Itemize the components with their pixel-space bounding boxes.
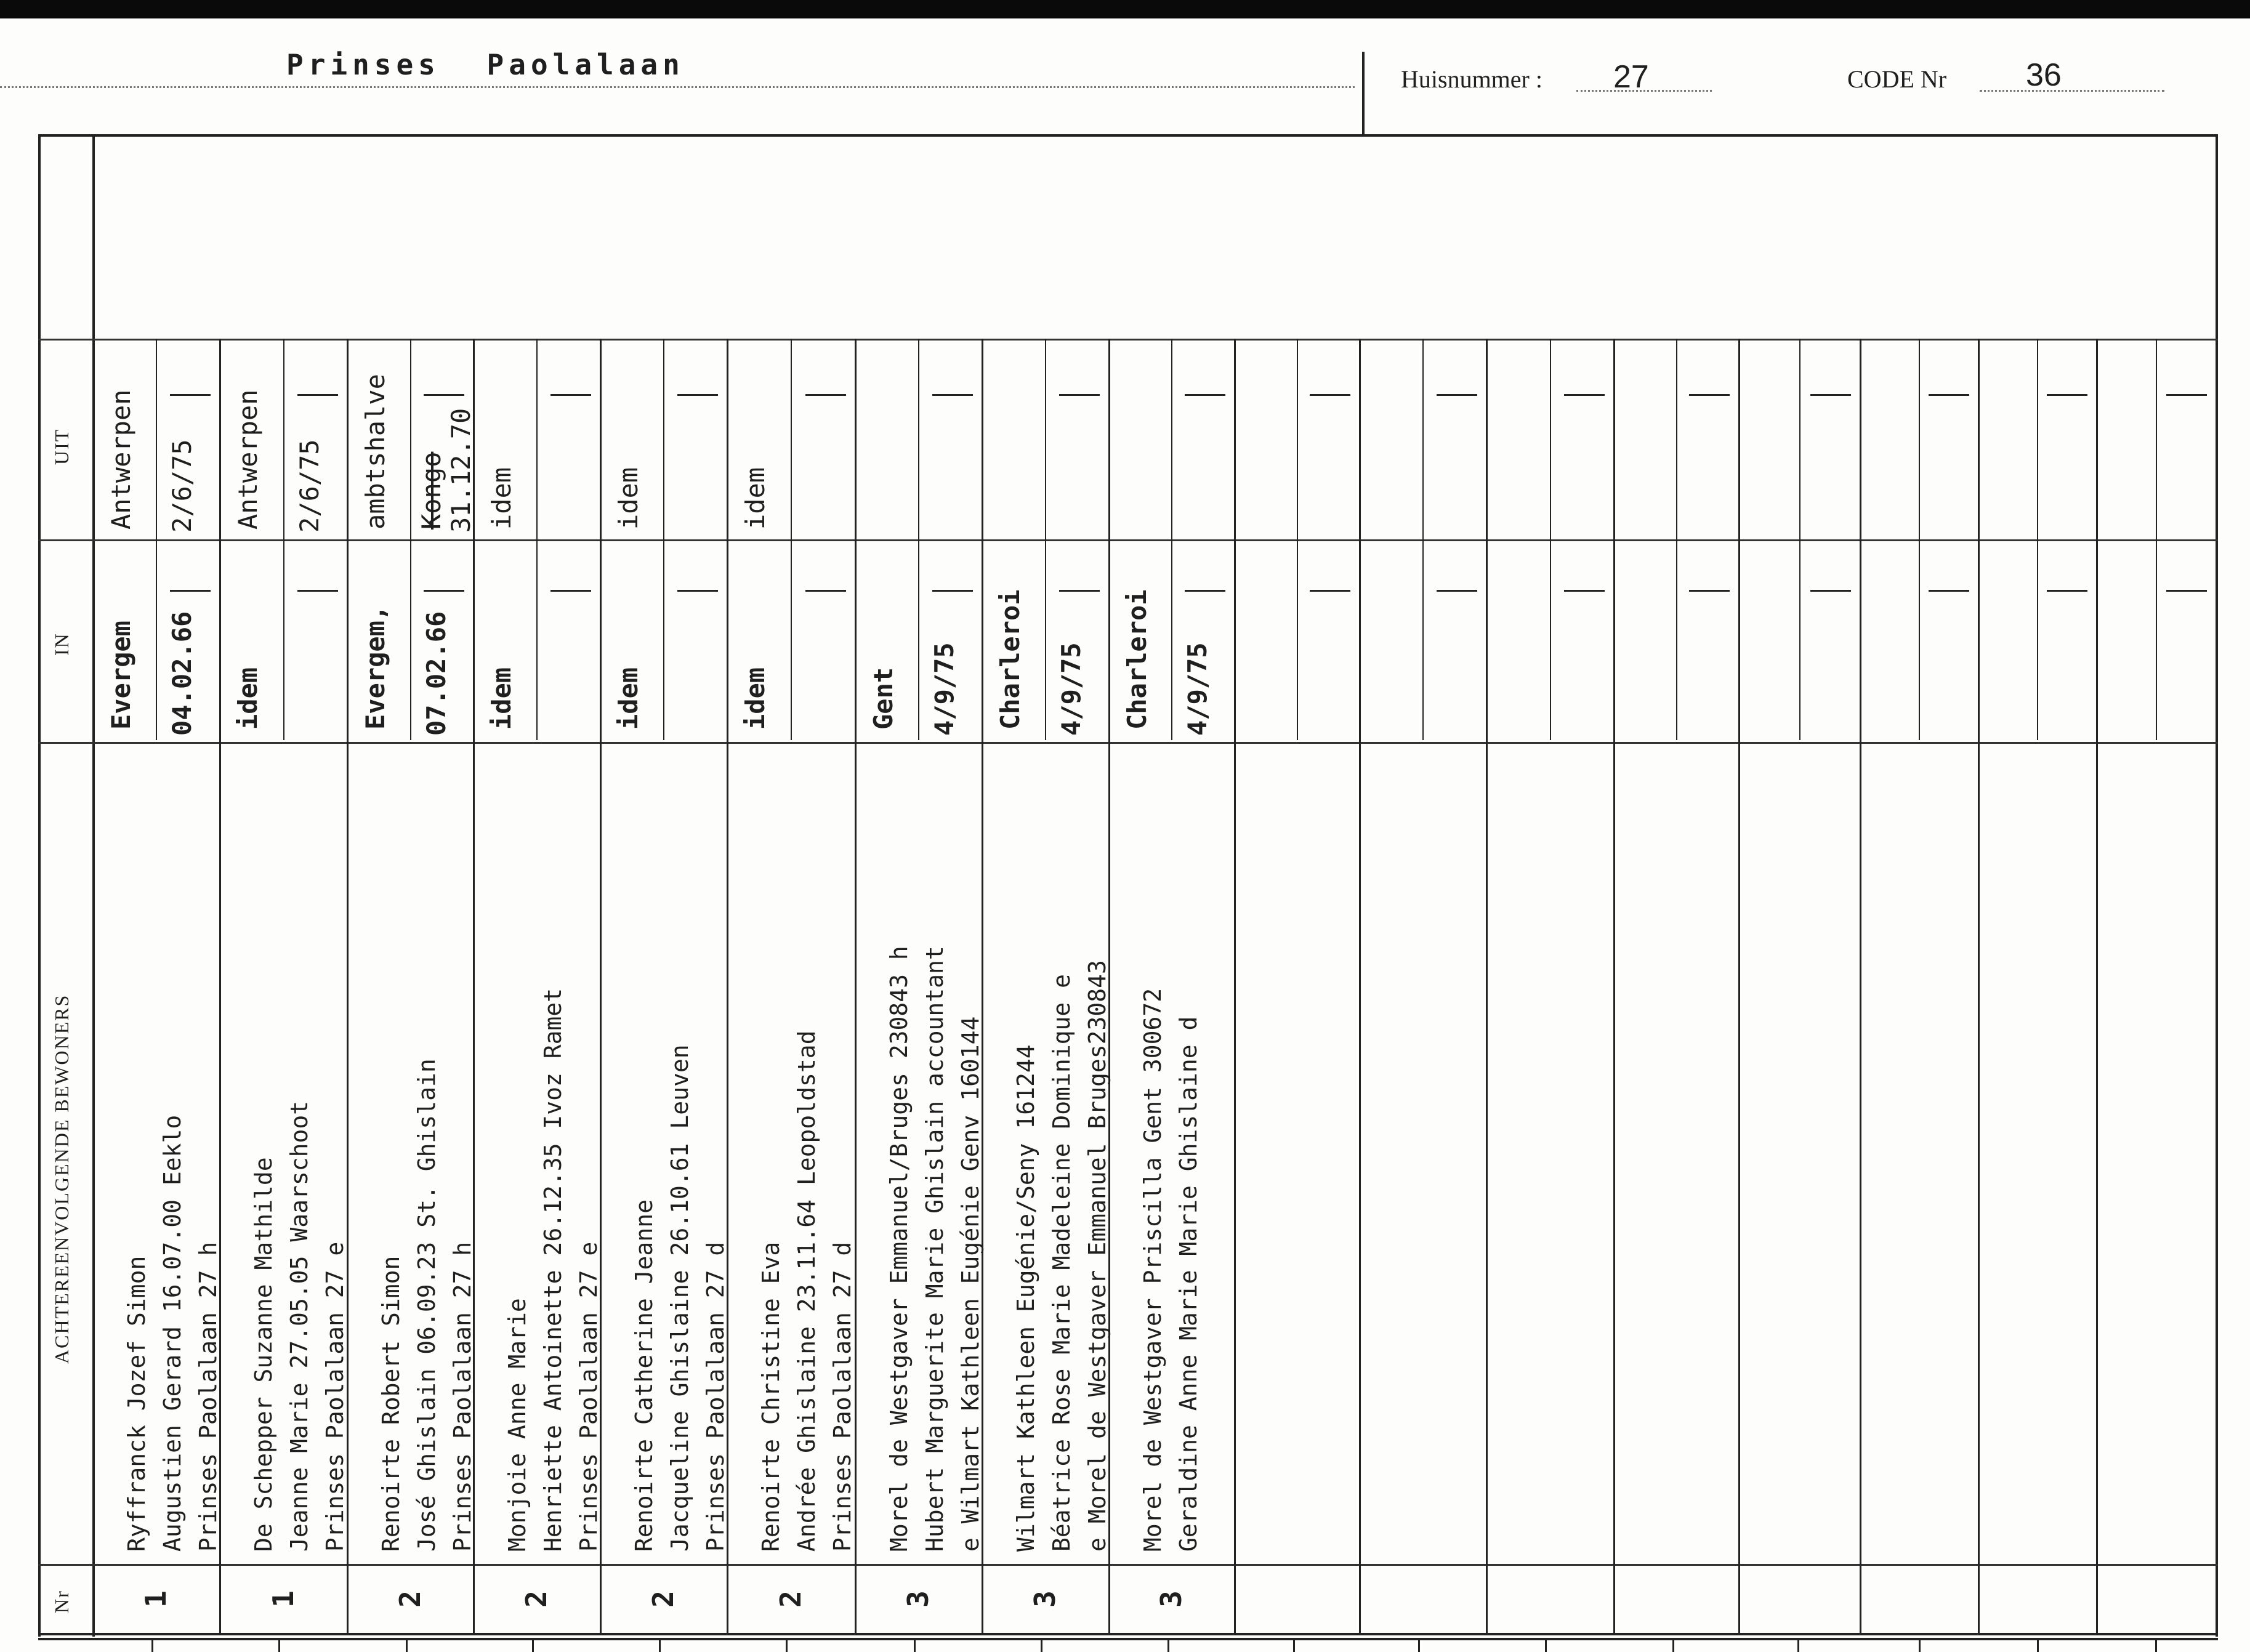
bottom-tick — [406, 1639, 408, 1652]
code-label: CODE Nr — [1847, 65, 1947, 93]
sub-column-divider — [918, 539, 919, 740]
blank-dash — [1059, 394, 1100, 396]
sub-column-divider — [536, 539, 538, 740]
entry-number: 3 — [1154, 1590, 1188, 1608]
sub-column-divider — [283, 539, 284, 740]
in-place: Charleroi — [1122, 589, 1152, 730]
sub-column-divider — [1045, 339, 1046, 539]
blank-dash — [2047, 590, 2087, 592]
bottom-tick — [1797, 1639, 1799, 1652]
sub-column-divider — [1297, 539, 1298, 740]
resident-line: Andrée Ghislaine 23.11.64 Leopoldstad — [793, 1030, 820, 1552]
resident-line: Prinses Paolalaan 27 e — [321, 1241, 349, 1552]
in-place: Gent — [868, 667, 898, 730]
blank-dash — [1564, 590, 1605, 592]
blank-dash — [424, 394, 464, 396]
blank-dash — [424, 590, 464, 592]
street-name: Prinses Paolalaan — [286, 48, 685, 81]
in-header: IN — [50, 632, 73, 656]
sub-column-divider — [791, 539, 792, 740]
blank-dash — [2166, 394, 2207, 396]
resident-line: Monjoie Anne Marie — [504, 1298, 531, 1552]
resident-line: Renoirte Robert Simon — [377, 1255, 405, 1552]
in-place: idem — [486, 667, 517, 730]
sub-column-divider — [1919, 339, 1920, 539]
sub-column-divider — [2156, 339, 2157, 539]
bottom-tick — [1919, 1639, 1921, 1652]
blank-dash — [1185, 590, 1225, 592]
sub-column-divider — [156, 339, 157, 539]
blank-dash — [1564, 394, 1605, 396]
blank-dash — [1810, 590, 1851, 592]
bottom-tick — [1041, 1639, 1042, 1652]
sub-column-divider — [283, 339, 284, 539]
sub-column-divider — [791, 339, 792, 539]
in-place: idem — [740, 667, 770, 730]
residents-row-top — [38, 742, 2218, 744]
uit-place: idem — [486, 467, 517, 530]
sub-column-divider — [156, 539, 157, 740]
blank-dash — [2047, 394, 2087, 396]
column-divider — [1860, 339, 1861, 1633]
blank-dash — [1437, 590, 1477, 592]
bottom-tick — [1167, 1639, 1169, 1652]
resident-line: Augustien Gerard 16.07.00 Eeklo — [159, 1114, 186, 1552]
in-place: Evergem — [106, 620, 136, 730]
resident-line: Geraldine Anne Marie Marie Ghislaine d — [1175, 1016, 1202, 1552]
column-divider — [1738, 339, 1740, 1633]
resident-line: Hubert Marguerite Marie Ghislain accountant — [921, 946, 948, 1552]
column-divider — [1359, 339, 1361, 1633]
resident-line: Prinses Paolalaan 27 e — [575, 1241, 602, 1552]
sub-column-divider — [410, 339, 411, 539]
house-number-label: Huisnummer : — [1401, 65, 1542, 93]
resident-line: Prinses Paolalaan 27 h — [195, 1241, 222, 1552]
sub-column-divider — [1799, 539, 1800, 740]
resident-line: Prinses Paolalaan 27 d — [702, 1241, 729, 1552]
table-bottom-border-2 — [38, 1638, 2218, 1640]
blank-dash — [932, 394, 973, 396]
in-place: Charleroi — [995, 589, 1025, 730]
blank-dash — [677, 590, 718, 592]
sub-column-divider — [1171, 539, 1172, 740]
sub-column-divider — [918, 339, 919, 539]
sub-column-divider — [1045, 539, 1046, 740]
sub-column-divider — [663, 339, 664, 539]
resident-line: Jeanne Marie 27.05.05 Waarschoot — [286, 1100, 313, 1552]
blank-dash — [1310, 590, 1350, 592]
blank-dash — [1810, 394, 1851, 396]
blank-dash — [550, 394, 591, 396]
bottom-tick — [2155, 1639, 2157, 1652]
sub-column-divider — [410, 539, 411, 740]
blank-dash — [297, 394, 338, 396]
entry-number: 2 — [773, 1590, 807, 1608]
column-divider — [1613, 339, 1615, 1633]
uit-place: idem — [740, 467, 770, 530]
entry-number: 2 — [393, 1590, 427, 1608]
table-top-border — [38, 134, 2218, 137]
residents-header: ACHTEREENVOLGENDE BEWONERS — [50, 994, 73, 1364]
blank-dash — [805, 394, 846, 396]
in-date: 04.02.66 — [167, 611, 197, 736]
blank-dash — [1185, 394, 1225, 396]
resident-line: Prinses Paolalaan 27 h — [449, 1241, 476, 1552]
code-value: 36 — [2026, 57, 2062, 93]
resident-line: e Morel de Westgaver Emmanuel Bruges230843 — [1084, 960, 1111, 1552]
bottom-tick — [1293, 1639, 1295, 1652]
in-place: idem — [613, 667, 643, 730]
sub-column-divider — [1171, 339, 1172, 539]
blank-dash — [170, 394, 211, 396]
house-number-value: 27 — [1613, 59, 1649, 95]
resident-line: e Wilmart Kathleen Eugénie Genv 160144 — [957, 1016, 984, 1552]
in-date: 07.02.66 — [421, 611, 451, 736]
in-date: 4/9/75 — [929, 642, 959, 736]
sub-column-divider — [1676, 339, 1677, 539]
blank-dash — [1059, 590, 1100, 592]
blank-dash — [550, 590, 591, 592]
resident-line: De Schepper Suzanne Mathilde — [250, 1157, 277, 1552]
resident-line: Ryffranck Jozef Simon — [123, 1255, 150, 1552]
entry-number: 2 — [519, 1590, 553, 1608]
sub-column-divider — [1422, 539, 1424, 740]
top-border — [0, 0, 2250, 18]
sub-column-divider — [2156, 539, 2157, 740]
bottom-tick — [151, 1639, 153, 1652]
entry-number: 2 — [646, 1590, 680, 1608]
entry-number: 1 — [266, 1590, 300, 1608]
label-column-border — [92, 134, 95, 1637]
resident-line: Renoirte Catherine Jeanne — [631, 1199, 658, 1552]
blank-dash — [805, 590, 846, 592]
blank-dash — [1437, 394, 1477, 396]
blank-dash — [297, 590, 338, 592]
resident-line: Henriette Antoinette 26.12.35 Ivoz Ramet — [539, 988, 567, 1552]
bottom-tick — [786, 1639, 788, 1652]
sub-column-divider — [1799, 339, 1800, 539]
in-date: 4/9/75 — [1056, 642, 1086, 736]
entry-number: 1 — [139, 1590, 172, 1608]
uit-date: 2/6/75 — [294, 439, 325, 533]
column-divider — [1978, 339, 1980, 1633]
code-dotted — [1980, 90, 2164, 92]
bottom-tick — [659, 1639, 661, 1652]
street-dotted-line — [0, 86, 1355, 88]
resident-line: Jacqueline Ghislaine 26.10.61 Leuven — [666, 1044, 693, 1552]
uit-header: UIT — [50, 428, 73, 465]
table-left-border — [38, 134, 41, 1637]
sub-column-divider — [1297, 339, 1298, 539]
bottom-tick — [1418, 1639, 1420, 1652]
uit-date: 2/6/75 — [167, 439, 197, 533]
sub-column-divider — [2037, 539, 2038, 740]
uit-place: idem — [613, 467, 643, 530]
in-place: idem — [233, 667, 263, 730]
sub-column-divider — [536, 339, 538, 539]
uit-date: 31.12.70 — [446, 408, 476, 533]
bottom-tick — [914, 1639, 916, 1652]
resident-line: Morel de Westgaver Emmanuel/Bruges 230843 h — [885, 946, 913, 1552]
resident-line: Prinses Paolalaan 27 d — [829, 1241, 856, 1552]
nr-row-top — [38, 1564, 2218, 1566]
resident-line: Renoirte Christine Eva — [757, 1241, 784, 1552]
in-date: 4/9/75 — [1182, 642, 1212, 736]
blank-dash — [1689, 590, 1730, 592]
header-divider — [1362, 52, 1365, 135]
resident-line: Béatrice Rose Marie Madeleine Dominique e — [1048, 974, 1075, 1552]
house-number-dotted — [1576, 90, 1712, 92]
nr-header: Nr — [50, 1590, 73, 1613]
resident-line: Wilmart Kathleen Eugénie/Seny 161244 — [1012, 1044, 1039, 1552]
uit-place: ambtshalve — [360, 374, 390, 530]
uit-place: Antwerpen — [106, 389, 136, 530]
bottom-tick — [1545, 1639, 1547, 1652]
bottom-tick — [2037, 1639, 2039, 1652]
in-row-top — [38, 539, 2218, 541]
in-place: Evergem, — [360, 605, 390, 730]
entry-number: 3 — [901, 1590, 935, 1608]
bottom-tick — [1672, 1639, 1674, 1652]
blank-dash — [1929, 590, 1969, 592]
sub-column-divider — [663, 539, 664, 740]
entry-number: 3 — [1028, 1590, 1062, 1608]
sub-column-divider — [1550, 339, 1551, 539]
resident-line: Morel de Westgaver Priscilla Gent 300672 — [1139, 988, 1166, 1552]
column-divider — [1486, 339, 1488, 1633]
column-divider — [1234, 339, 1236, 1633]
blank-dash — [932, 590, 973, 592]
blank-dash — [1310, 394, 1350, 396]
blank-dash — [1689, 394, 1730, 396]
uit-note: Kongo — [416, 451, 446, 530]
blank-dash — [1929, 394, 1969, 396]
uit-row-top — [38, 339, 2218, 340]
sub-column-divider — [1422, 339, 1424, 539]
sub-column-divider — [1676, 539, 1677, 740]
sub-column-divider — [2037, 339, 2038, 539]
bottom-tick — [278, 1639, 280, 1652]
resident-line: José Ghislain 06.09.23 St. Ghislain — [413, 1058, 440, 1552]
blank-dash — [677, 394, 718, 396]
blank-dash — [170, 590, 211, 592]
sub-column-divider — [1919, 539, 1920, 740]
table-bottom-border — [38, 1633, 2218, 1635]
blank-dash — [2166, 590, 2207, 592]
bottom-tick — [532, 1639, 534, 1652]
uit-place: Antwerpen — [233, 389, 263, 530]
sub-column-divider — [1550, 539, 1551, 740]
table-right-border — [2216, 134, 2218, 1637]
column-divider — [2096, 339, 2098, 1633]
